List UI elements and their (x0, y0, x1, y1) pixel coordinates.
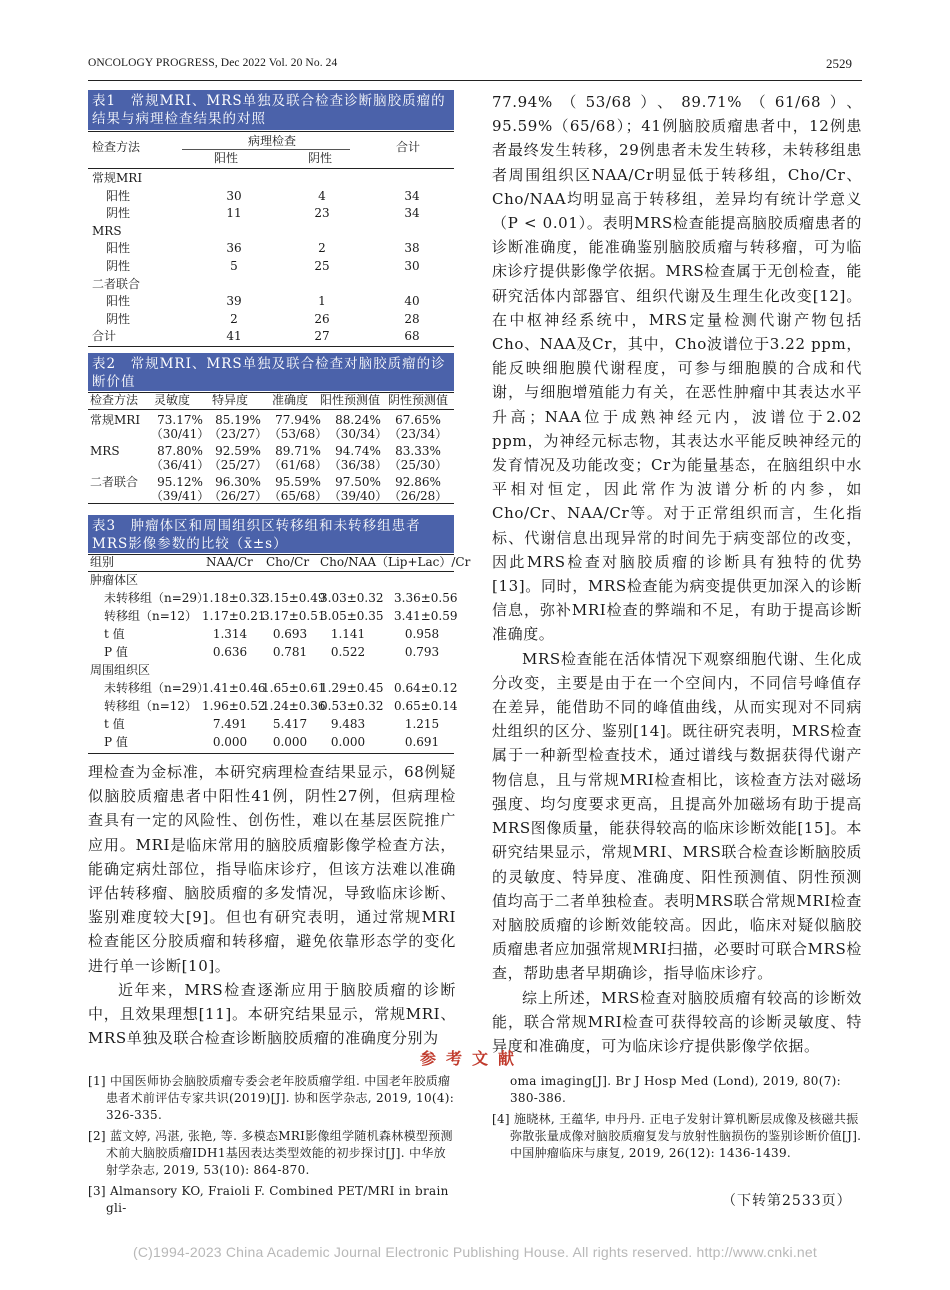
table-2-cell-value: 88.24% (335, 413, 381, 427)
table-3-cell-value: 0.781 (272, 645, 308, 659)
table-1-cell-total: 38 (404, 241, 420, 256)
table-1-cell-neg: 26 (314, 311, 330, 326)
table-2-header-cell: 特异度 (212, 393, 249, 407)
table-3-cell-value: 1.65±0.61 (262, 681, 326, 695)
table-2-cell-fraction: （53/68） (268, 427, 328, 441)
paragraph: MRS检查能在活体情况下观察细胞代谢、生化成分改变，主要是由于在一个空间内，不同信号峰值存在差异，能借助不同的峰值曲线，从而实现对不同病灶组织的区分、鉴别[14]。既往研究表明，MRS检查属于一种新型检查技术，通过谱线与数据获得代谢产物信息，且与常规MRI检查相比，该检查方法对磁场强度、均匀度要求更高，且提高外加磁场有助于提高MRS图像质量，能获得较高的临床诊断效能[15]。本研究结果显示，常规MRI、MRS联合检查诊断脑胶质的灵敏度、特异度、准确度、阳性预测值、阴性预测值均高于二者单独检查。表明MRS联合常规MRI检查对脑胶质瘤的诊断效能较高。因此，临床对疑似脑胶质瘤患者应加强常规MRI扫描，必要时可联合MRS检查，帮助患者早期确诊，指导临床诊疗。 (492, 649, 862, 983)
table-2-cell-fraction: （30/41） (150, 427, 210, 441)
paragraph: 近年来，MRS检查逐渐应用于脑胶质瘤的诊断中，且效果理想[11]。本研究结果显示，常规MRI、MRS单独及联合检查诊断脑胶质瘤的准确度分别为 (88, 980, 456, 1048)
table-3-cell-value: 1.215 (404, 717, 440, 731)
table-2-cell-value: 94.74% (335, 444, 381, 458)
table-1-cell-pos: 30 (226, 188, 242, 203)
table-3-row-label: P 值 (104, 645, 128, 659)
left-column-text (88, 760, 456, 1050)
table-1-cell-pos: 39 (226, 294, 242, 309)
table-1-row-label: 阳性 (106, 294, 131, 309)
table-3-cell-value: 0.793 (404, 645, 440, 659)
table-1-cell-neg: 1 (318, 294, 326, 309)
table-3-cell-value: 0.522 (330, 645, 366, 659)
table-3-cell-value: 1.18±0.32 (202, 591, 266, 605)
references-title: 参考文献 (420, 1049, 525, 1068)
table-3-cell-value: 0.691 (404, 735, 440, 749)
table-2-cell-fraction: （36/38） (328, 458, 388, 472)
table-2-cell-value: 97.50% (335, 475, 381, 489)
table-3-row-label: 未转移组（n=29） (104, 591, 210, 605)
table-1-row-label: 常规MRI (92, 171, 143, 185)
table-3-cell-value: 0.693 (272, 627, 308, 641)
reference-item: [1] 中国医师协会脑胶质瘤专委会老年胶质瘤学组. 中国老年胶质瘤患者术前评估专家共识(2019)[J]. 协和医学杂志, 2019, 10(4): 326-335. (88, 1074, 455, 1122)
table-3-cell-value: 9.483 (330, 717, 366, 731)
table-2-cell-value: 87.80% (157, 444, 203, 458)
table-2-cell-value: 77.94% (275, 413, 321, 427)
right-column-text (492, 90, 862, 1058)
references-left (88, 1073, 456, 1221)
table-3-cell-value: 3.36±0.56 (394, 591, 458, 605)
table-1-cell-pos: 5 (230, 259, 238, 273)
table-3-cell-value: 5.417 (272, 717, 308, 731)
table-2-row-label: 二者联合 (90, 475, 139, 489)
table-3-row-label: 未转移组（n=29） (104, 681, 210, 695)
table-1-row-label: 合计 (92, 329, 117, 344)
table-1-cell-neg: 23 (314, 206, 330, 221)
table-2-cell-value: 83.33% (395, 444, 441, 458)
reference-item: [2] 蓝文婷, 冯湛, 张艳, 等. 多模态MRI影像组学随机森林模型预测术前大脑胶质瘤IDH1基因表达类型效能的初步探讨[J]. 中华放射学杂志, 2019, 53(10): 864-870. (88, 1129, 453, 1177)
table-1-cell-total: 30 (404, 259, 420, 273)
table-3-cell-value: 1.96±0.52 (202, 699, 266, 713)
table-3-cell-value: 1.17±0.21 (202, 609, 266, 623)
table-2-caption: 表2 常规MRI、MRS单独及联合检查对脑胶质瘤的诊断价值 (88, 353, 454, 391)
table-3-cell-value: 7.491 (212, 717, 248, 731)
table-3-cell-value: 0.64±0.12 (394, 681, 458, 695)
table-3-cell-value: 3.17±0.51 (262, 609, 326, 623)
table-2-header-cell: 阳性预测值 (320, 393, 381, 407)
table-2-cell-fraction: （39/40） (328, 489, 388, 503)
table-1-cell-total: 34 (404, 188, 420, 203)
table-3-row-label: t 值 (104, 717, 125, 731)
table-3-cell-value: 3.05±0.35 (320, 609, 384, 623)
table-1-cell-neg: 2 (318, 241, 326, 256)
header-rule (88, 80, 862, 81)
table-3-header-cell: （Lip+Lac）/Cr (376, 555, 471, 569)
table-3-cell-value: 0.000 (272, 735, 308, 749)
table-3-cell-value: 0.636 (212, 645, 248, 659)
journal-header: ONCOLOGY PROGRESS, Dec 2022 Vol. 20 No. 24 (88, 57, 338, 69)
table-2-cell-fraction: （23/34） (388, 427, 448, 441)
table-3-cell-value: 1.41±0.46 (202, 681, 266, 695)
table-2-header-cell: 检查方法 (90, 393, 139, 407)
table-1-cell-pos: 41 (226, 329, 242, 344)
table-3-row-label: P 值 (104, 735, 128, 749)
table-1-cell-pos: 36 (226, 241, 242, 256)
table-2-cell-value: 73.17% (157, 413, 203, 427)
table-1-cell-neg: 27 (314, 329, 330, 344)
table-1-col-path: 病理检查 (248, 134, 297, 148)
table-2-cell-fraction: （23/27） (208, 427, 268, 441)
table-3-header-cell: NAA/Cr (206, 555, 253, 569)
table-2-cell-value: 95.12% (157, 475, 203, 489)
table-3-caption: 表3 肿瘤体区和周围组织区转移组和未转移组患者MRS影像参数的比较（x̄±s） (88, 515, 454, 553)
table-3-cell-value: 0.958 (404, 627, 440, 641)
table-2-cell-fraction: （26/27） (208, 489, 268, 503)
table-2-cell-fraction: （39/41） (150, 489, 210, 503)
table-1-cell-total: 40 (404, 294, 420, 309)
table-3-cell-value: 1.141 (330, 627, 366, 641)
table-2 (88, 353, 454, 503)
table-3-header-cell: 组别 (90, 555, 115, 569)
reference-item: [4] 施晓林, 王蕴华, 申丹丹. 正电子发射计算机断层成像及核磁共振弥散张量成像对脑胶质瘤复发与放射性脑损伤的鉴别诊断价值[J]. 中国肿瘤临床与康复, 2019, 26(12): 1436-1439. (492, 1112, 862, 1160)
reference-item: [3] Almansory KO, Fraioli F. Combined PET/MRI in brain gli- (88, 1184, 449, 1215)
table-3-header-cell: Cho/NAA (320, 555, 377, 569)
table-1-cell-neg: 4 (318, 188, 326, 203)
paragraph: 理检查为金标准，本研究病理检查结果显示，68例疑似脑胶质瘤患者中阳性41例，阴性27例，但病理检查具有一定的风险性、创伤性，难以在基层医院推广应用。MRI是临床常用的脑胶质瘤影像学检查方法，能确定病灶部位，指导临床诊疗，但该方法难以准确评估转移瘤、脑胶质瘤的多发情况，导致临床诊断、鉴别难度较大[9]。但也有研究表明，通过常规MRI检查能区分胶质瘤和转移瘤，避免依靠形态学的变化进行单一诊断[10]。 (88, 763, 456, 975)
table-2-cell-fraction: （36/41） (150, 458, 210, 472)
table-3-row-label: 转移组（n=12） (104, 699, 198, 713)
table-1-caption: 表1 常规MRI、MRS单独及联合检查诊断脑胶质瘤的结果与病理检查结果的对照 (88, 90, 454, 130)
table-2-cell-fraction: （61/68） (268, 458, 328, 472)
table-3-cell-value: 3.41±0.59 (394, 609, 458, 623)
table-3-cell-value: 1.29±0.45 (320, 681, 384, 695)
table-3-row-label: t 值 (104, 627, 125, 641)
table-2-cell-value: 67.65% (395, 413, 441, 427)
table-3-row-label: 周围组织区 (90, 663, 151, 677)
table-3-cell-value: 0.65±0.14 (394, 699, 458, 713)
table-2-cell-fraction: （26/28） (388, 489, 448, 503)
table-3-row-label: 转移组（n=12） (104, 609, 198, 623)
table-1-cell-pos: 11 (226, 206, 242, 221)
continued-note: （下转第2533页） (722, 1193, 852, 1209)
table-3 (88, 515, 471, 755)
table-1-col-pos: 阳性 (214, 151, 239, 165)
table-2-cell-fraction: （25/27） (208, 458, 268, 472)
table-1-cell-total: 68 (404, 329, 420, 344)
table-2-cell-value: 96.30% (215, 475, 261, 489)
references-right (492, 1073, 862, 1166)
table-3-cell-value: 0.53±0.32 (320, 699, 384, 713)
table-2-cell-fraction: （30/34） (328, 427, 388, 441)
table-3-cell-value: 1.314 (212, 627, 248, 641)
page-number: 2529 (826, 56, 852, 71)
table-1-row-label: 阴性 (106, 311, 131, 326)
table-1-row-label: 二者联合 (92, 276, 141, 291)
table-2-header-cell: 阴性预测值 (388, 393, 449, 407)
table-3-cell-value: 0.000 (330, 735, 366, 749)
table-2-header-cell: 灵敏度 (154, 393, 191, 407)
table-3-header-cell: Cho/Cr (266, 555, 310, 569)
table-1-cell-total: 34 (404, 206, 420, 221)
table-2-cell-value: 95.59% (275, 475, 321, 489)
copyright-footer: (C)1994-2023 China Academic Journal Electronic Publishing House. All rights reserved. http://www.cnki.net (133, 1244, 817, 1260)
table-1-cell-neg: 25 (314, 259, 330, 273)
table-2-cell-value: 85.19% (215, 413, 261, 427)
table-3-cell-value: 0.000 (212, 735, 248, 749)
table-1-row-label: MRS (92, 223, 122, 238)
table-1-row-label: 阳性 (106, 188, 131, 203)
table-2-header-cell: 准确度 (272, 393, 309, 407)
table-3-cell-value: 1.24±0.36 (262, 699, 326, 713)
table-1-col-method: 检查方法 (92, 140, 141, 154)
table-2-cell-value: 89.71% (275, 444, 321, 458)
paragraph: 77.94%（53/68）、89.71%（61/68）、95.59%（65/68）；41例脑胶质瘤患者中，12例患者最终发生转移，29例患者未发生转移，未转移组患者周围组织区NAA/Cr明显低于转移组，Cho/Cr、Cho/NAA均明显高于转移组，差异均有统计学意义（P < 0.01）。表明MRS检查能提高脑胶质瘤患者的诊断准确度，能准确鉴别脑胶质瘤与转移瘤，可为临床诊疗提供影像学依据。MRS检查属于无创检查，能研究活体内部器官、组织代谢及生理生化改变[12]。在中枢神经系统中，MRS定量检测代谢产物包括Cho、NAA及Cr，其中，Cho波谱位于3.22 ppm，能反映细胞膜代谢程度，可参与细胞膜的合成和代谢，与细胞增殖能力有关，在恶性肿瘤中其表达水平升高；NAA位于成熟神经元内，波谱位于2.02 ppm，为神经元标志物，其表达水平能反映神经元的发育情况及功能改变；Cr为能量基态，在脑组织中水平相对恒定，因此常作为波谱分析的内参，如Cho/Cr、NAA/Cr等。对于正常组织而言，生化指标、代谢信息出现异常的时间先于病变部位的改变，因此MRS检查对脑胶质瘤的诊断具有独特的优势[13]。同时，MRS检查能为病变提供更加深入的诊断信息，弥补MRI检查的弊端和不足，有助于提高诊断准确度。 (492, 93, 862, 644)
table-1-row-label: 阴性 (106, 206, 131, 221)
table-2-row-label: MRS (90, 444, 120, 458)
table-3-row-label: 肿瘤体区 (90, 573, 139, 587)
table-3-cell-value: 3.03±0.32 (320, 591, 384, 605)
reference-item: oma imaging[J]. Br J Hosp Med (Lond), 2019, 80(7): 380-386. (510, 1074, 841, 1105)
table-1-col-neg: 阴性 (308, 151, 333, 165)
table-2-cell-value: 92.59% (215, 444, 261, 458)
paragraph: 综上所述，MRS检查对脑胶质瘤有较高的诊断效能，联合常规MRI检查可获得较高的诊断灵敏度、特异度和准确度，可为临床诊疗提供影像学依据。 (492, 988, 862, 1055)
table-3-cell-value: 3.15±0.49 (262, 591, 326, 605)
table-1-row-label: 阴性 (106, 259, 131, 273)
table-1-cell-pos: 2 (230, 311, 238, 326)
table-1-row-label: 阳性 (106, 241, 131, 256)
table-2-cell-fraction: （25/30） (388, 458, 448, 472)
table-1-cell-total: 28 (404, 311, 420, 326)
table-1 (88, 90, 454, 348)
table-2-row-label: 常规MRI (90, 413, 141, 427)
table-2-cell-fraction: （65/68） (268, 489, 328, 503)
table-1-col-total: 合计 (396, 140, 421, 154)
table-2-cell-value: 92.86% (395, 475, 441, 489)
